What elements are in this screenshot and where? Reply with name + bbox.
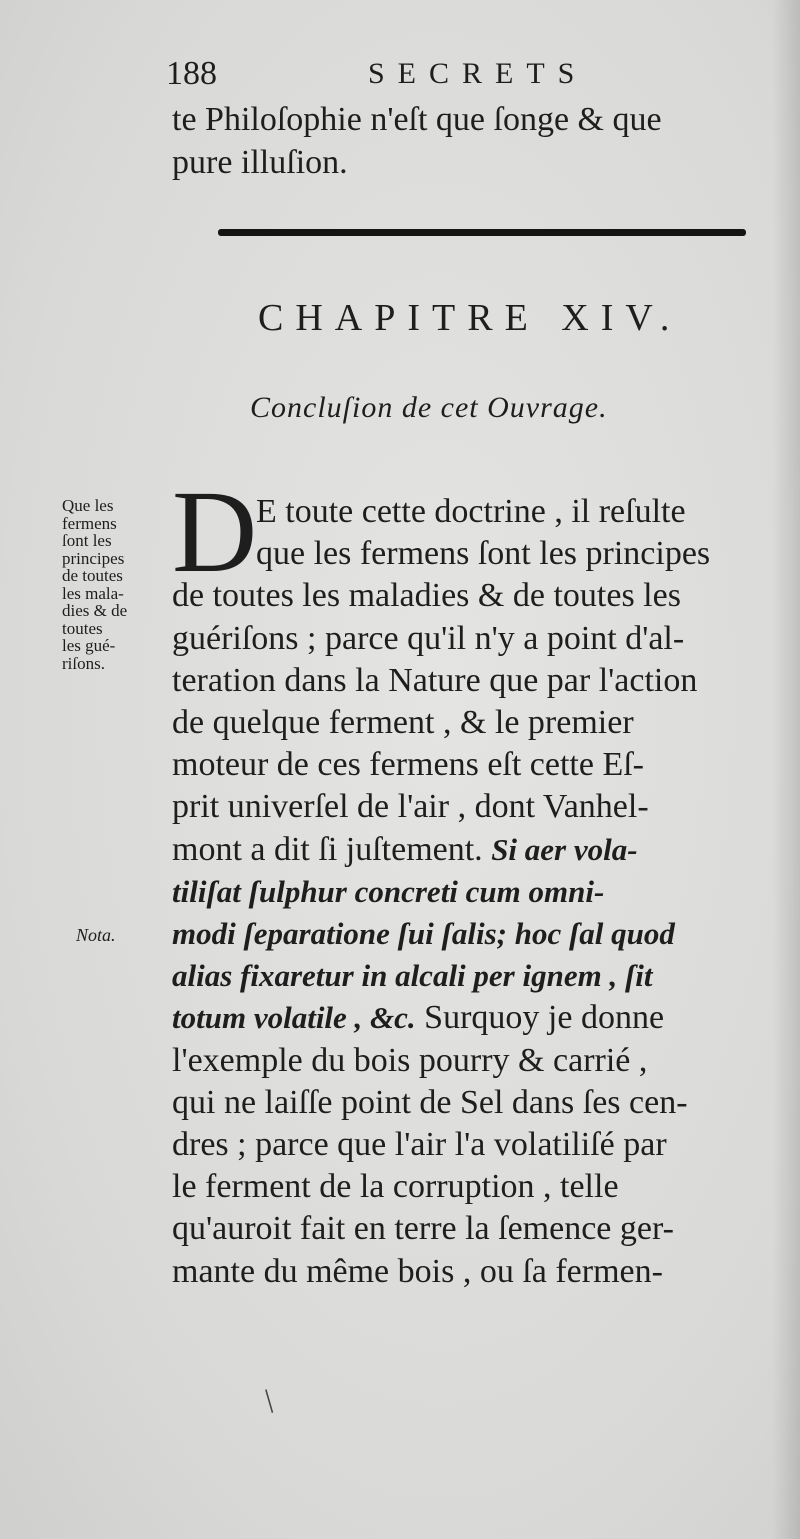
marginal-line: riſons. [62, 653, 105, 673]
text-line: qu'auroit fait en terre la ſemence ger- [172, 1210, 674, 1248]
latin-quote: totum volatile , &c. [172, 1000, 416, 1036]
latin-line: alias fixaretur in alcali per ignem , ſit [172, 958, 653, 994]
latin-line: modi ſeparatione ſui ſalis; hoc ſal quod [172, 916, 675, 952]
marginal-line: toutes [62, 618, 103, 638]
text-line: E toute cette doctrine , il reſulte [256, 493, 686, 530]
body-text [172, 491, 772, 1293]
drop-cap: D [172, 466, 258, 597]
page-number: 188 [166, 55, 217, 92]
text-segment: mont a dit ſi juſtement. [172, 830, 483, 868]
text-line: l'exemple du bois pourry & carrié , [172, 1041, 648, 1079]
text-line [172, 829, 772, 871]
text-line: te Philoſophie n'eſt que ſonge & que [172, 101, 662, 138]
marginal-line: de toutes [62, 566, 123, 585]
text-line: prit univerſel de l'air , dont Vanhel- [172, 788, 649, 826]
text-line: teration dans la Nature que par l'action [172, 661, 698, 699]
text-line: que les fermens ſont les principes [256, 535, 711, 573]
carryover-text [172, 98, 772, 184]
page-edge-shadow [772, 0, 800, 1539]
text-segment: Surquoy je donne [424, 999, 665, 1037]
latin-quote: Si aer vola- [491, 831, 638, 867]
text-line: moteur de ces fermens eſt cette Eſ- [172, 746, 644, 784]
text-line: mante du même bois , ou ſa fermen- [172, 1252, 663, 1290]
text-line: guériſons ; parce qu'il n'y a point d'al- [172, 619, 685, 657]
marginal-line: dies & de [62, 601, 128, 620]
text-line: le ferment de la corruption , telle [172, 1168, 619, 1206]
text-line: de quelque ferment , & le premier [172, 704, 634, 742]
chapter-title: Concluſion de cet Ouvrage. [250, 391, 608, 424]
running-title: SECRETS [368, 57, 588, 90]
nota-label: Nota. [76, 925, 116, 945]
text-line: qui ne laiſſe point de Sel dans ſes cen- [172, 1083, 688, 1121]
marginal-line: principes [62, 548, 125, 568]
running-head [166, 52, 596, 96]
latin-line: tiliſat ſulphur concreti cum omni- [172, 873, 605, 909]
text-line: dres ; parce que l'air l'a volatiliſé par [172, 1126, 667, 1164]
marginal-line: Que les [62, 496, 114, 515]
text-line: de toutes les maladies & de toutes les [172, 577, 681, 615]
marginal-note [62, 497, 166, 672]
section-rule [218, 229, 746, 236]
marginal-line: les gué- [62, 636, 116, 655]
text-line [172, 997, 772, 1039]
marginal-line: les mala- [62, 583, 124, 603]
text-line: pure illuſion. [172, 144, 348, 181]
stray-mark: / [254, 1383, 284, 1420]
marginal-line: ſont les [62, 531, 112, 550]
marginal-line: fermens [62, 513, 117, 533]
chapter-heading: CHAPITRE XIV. [258, 297, 682, 339]
